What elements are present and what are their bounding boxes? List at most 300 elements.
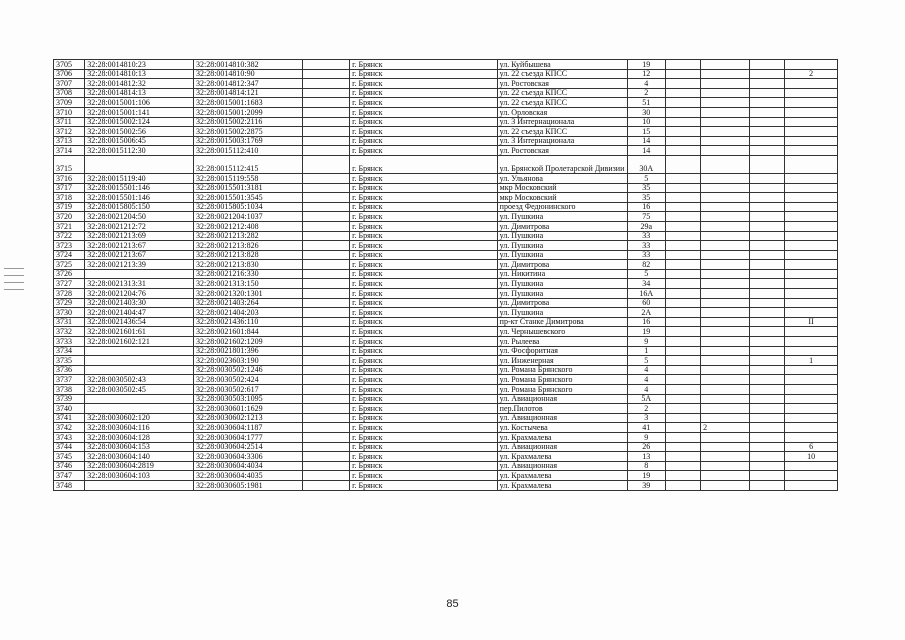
empty-cell <box>749 346 785 356</box>
empty-cell <box>665 327 701 337</box>
row-number: 3706 <box>54 69 85 79</box>
street-cell: ул. 22 съезда КПСС <box>497 98 627 108</box>
city-cell: г. Брянск <box>350 69 498 79</box>
table-row <box>54 69 838 79</box>
table-row <box>54 173 838 183</box>
scan-mark <box>4 282 24 283</box>
house-number-cell: 75 <box>627 212 665 222</box>
row-number: 3730 <box>54 308 85 318</box>
empty-cell <box>749 231 785 241</box>
empty-cell <box>665 60 701 70</box>
empty-cell <box>665 136 701 146</box>
empty-cell <box>665 452 701 462</box>
row-number: 3717 <box>54 183 85 193</box>
cadastral-number-building: 32:28:0030502:617 <box>193 385 302 395</box>
house-number-cell: 15 <box>627 127 665 137</box>
row-number: 3719 <box>54 202 85 212</box>
cadastral-number-land: 32:28:0021403:30 <box>85 298 194 308</box>
cadastral-number-building: 32:28:0030604:2514 <box>193 442 302 452</box>
house-number-cell: 4 <box>627 79 665 89</box>
cadastral-number-land: 32:28:0021436:54 <box>85 317 194 327</box>
house-number-cell: 5 <box>627 269 665 279</box>
street-cell: ул. Пушкина <box>497 279 627 289</box>
street-cell: ул. Димитрова <box>497 260 627 270</box>
building-corpus-cell <box>701 127 749 137</box>
apartment-cell <box>785 423 838 433</box>
table-row <box>54 127 838 137</box>
cadastral-number-building: 32:28:0015119:558 <box>193 173 302 183</box>
apartment-cell: 10 <box>785 452 838 462</box>
house-number-cell: 13 <box>627 452 665 462</box>
building-corpus-cell <box>701 183 749 193</box>
apartment-cell <box>785 79 838 89</box>
street-cell: ул. Фосфоритная <box>497 346 627 356</box>
cadastral-number-building: 32:28:0021216:330 <box>193 269 302 279</box>
row-number: 3708 <box>54 88 85 98</box>
empty-cell <box>665 269 701 279</box>
house-number-cell: 16 <box>627 202 665 212</box>
empty-cell <box>749 423 785 433</box>
apartment-cell <box>785 221 838 231</box>
table-row <box>54 260 838 270</box>
building-corpus-cell <box>701 289 749 299</box>
table-row <box>54 241 838 251</box>
empty-cell <box>302 146 349 156</box>
house-number-cell: 19 <box>627 327 665 337</box>
building-corpus-cell <box>701 442 749 452</box>
city-cell: г. Брянск <box>350 107 498 117</box>
house-number-cell: 2А <box>627 308 665 318</box>
house-number-cell: 2 <box>627 404 665 414</box>
street-cell: ул. Ульянова <box>497 173 627 183</box>
empty-cell <box>665 183 701 193</box>
empty-cell <box>665 155 701 173</box>
cadastral-number-building: 32:28:0023603:190 <box>193 356 302 366</box>
house-number-cell: 2 <box>627 88 665 98</box>
building-corpus-cell <box>701 98 749 108</box>
building-corpus-cell <box>701 269 749 279</box>
empty-cell <box>665 346 701 356</box>
empty-cell <box>749 279 785 289</box>
city-cell: г. Брянск <box>350 289 498 299</box>
street-cell: пер.Пилотов <box>497 404 627 414</box>
empty-cell <box>665 127 701 137</box>
apartment-cell <box>785 202 838 212</box>
apartment-cell <box>785 173 838 183</box>
empty-cell <box>665 212 701 222</box>
empty-cell <box>302 279 349 289</box>
cadastral-number-building: 32:28:0021801:396 <box>193 346 302 356</box>
apartment-cell <box>785 480 838 490</box>
cadastral-number-building: 32:28:0030604:1777 <box>193 432 302 442</box>
building-corpus-cell <box>701 452 749 462</box>
apartment-cell <box>785 60 838 70</box>
cadastral-number-land: 32:28:0021213:67 <box>85 250 194 260</box>
cadastral-number-land: 32:28:0021601:61 <box>85 327 194 337</box>
apartment-cell <box>785 136 838 146</box>
table-row <box>54 212 838 222</box>
apartment-cell: II <box>785 317 838 327</box>
cadastral-number-land: 32:28:0014810:23 <box>85 60 194 70</box>
row-number: 3723 <box>54 241 85 251</box>
empty-cell <box>302 173 349 183</box>
street-cell: ул. Рылеева <box>497 337 627 347</box>
city-cell: г. Брянск <box>350 60 498 70</box>
house-number-cell: 39 <box>627 480 665 490</box>
city-cell: г. Брянск <box>350 375 498 385</box>
cadastral-number-building: 32:28:0030604:1187 <box>193 423 302 433</box>
building-corpus-cell <box>701 317 749 327</box>
empty-cell <box>665 317 701 327</box>
empty-cell <box>665 202 701 212</box>
empty-cell <box>665 88 701 98</box>
empty-cell <box>749 212 785 222</box>
empty-cell <box>302 337 349 347</box>
empty-cell <box>302 183 349 193</box>
row-number: 3714 <box>54 146 85 156</box>
cadastral-number-building: 32:28:0015501:3545 <box>193 193 302 203</box>
street-cell: ул. Авиационная <box>497 394 627 404</box>
building-corpus-cell <box>701 356 749 366</box>
city-cell: г. Брянск <box>350 394 498 404</box>
cadastral-number-building: 32:28:0015112:410 <box>193 146 302 156</box>
empty-cell <box>749 298 785 308</box>
row-number: 3712 <box>54 127 85 137</box>
empty-cell <box>665 385 701 395</box>
empty-cell <box>749 202 785 212</box>
empty-cell <box>749 365 785 375</box>
cadastral-number-building: 32:28:0021320:1301 <box>193 289 302 299</box>
building-corpus-cell <box>701 136 749 146</box>
building-corpus-cell <box>701 346 749 356</box>
house-number-cell: 4 <box>627 375 665 385</box>
row-number: 3726 <box>54 269 85 279</box>
apartment-cell <box>785 365 838 375</box>
house-number-cell: 14 <box>627 146 665 156</box>
apartment-cell <box>785 404 838 414</box>
city-cell: г. Брянск <box>350 117 498 127</box>
row-number: 3721 <box>54 221 85 231</box>
empty-cell <box>302 221 349 231</box>
building-corpus-cell <box>701 107 749 117</box>
table-row <box>54 183 838 193</box>
street-cell: ул. Никитина <box>497 269 627 279</box>
building-corpus-cell <box>701 404 749 414</box>
empty-cell <box>665 241 701 251</box>
city-cell: г. Брянск <box>350 461 498 471</box>
city-cell: г. Брянск <box>350 279 498 289</box>
building-corpus-cell <box>701 308 749 318</box>
row-number: 3743 <box>54 432 85 442</box>
cadastral-number-building: 32:28:0021213:826 <box>193 241 302 251</box>
building-corpus-cell <box>701 327 749 337</box>
empty-cell <box>749 404 785 414</box>
row-number: 3740 <box>54 404 85 414</box>
cadastral-number-building: 32:28:0021212:408 <box>193 221 302 231</box>
empty-cell <box>302 289 349 299</box>
table-row <box>54 394 838 404</box>
street-cell: ул. Авиационная <box>497 461 627 471</box>
empty-cell <box>665 365 701 375</box>
cadastral-number-land: 32:28:0030604:103 <box>85 471 194 481</box>
empty-cell <box>749 136 785 146</box>
building-corpus-cell <box>701 79 749 89</box>
city-cell: г. Брянск <box>350 337 498 347</box>
cadastral-number-land <box>85 365 194 375</box>
apartment-cell <box>785 88 838 98</box>
table-row <box>54 98 838 108</box>
street-cell: мкр Московский <box>497 193 627 203</box>
table-row <box>54 442 838 452</box>
table-row <box>54 136 838 146</box>
apartment-cell <box>785 327 838 337</box>
cadastral-number-building: 32:28:0015001:2099 <box>193 107 302 117</box>
apartment-cell <box>785 279 838 289</box>
cadastral-number-land: 32:28:0015002:124 <box>85 117 194 127</box>
scan-mark <box>4 289 24 290</box>
street-cell: ул. Романа Брянского <box>497 375 627 385</box>
table-row <box>54 193 838 203</box>
cadastral-number-land: 32:28:0030604:140 <box>85 452 194 462</box>
house-number-cell: 16А <box>627 289 665 299</box>
row-number: 3715 <box>54 155 85 173</box>
empty-cell <box>302 346 349 356</box>
row-number: 3737 <box>54 375 85 385</box>
empty-cell <box>665 404 701 414</box>
empty-cell <box>749 432 785 442</box>
empty-cell <box>749 308 785 318</box>
city-cell: г. Брянск <box>350 452 498 462</box>
house-number-cell: 12 <box>627 69 665 79</box>
cadastral-number-land: 32:28:0014812:32 <box>85 79 194 89</box>
table-row <box>54 317 838 327</box>
empty-cell <box>665 250 701 260</box>
city-cell: г. Брянск <box>350 432 498 442</box>
empty-cell <box>302 241 349 251</box>
house-number-cell: 4 <box>627 385 665 395</box>
table-row <box>54 79 838 89</box>
table-row <box>54 365 838 375</box>
empty-cell <box>665 442 701 452</box>
empty-cell <box>302 404 349 414</box>
empty-cell <box>665 117 701 127</box>
apartment-cell <box>785 212 838 222</box>
row-number: 3734 <box>54 346 85 356</box>
empty-cell <box>749 337 785 347</box>
house-number-cell: 5 <box>627 356 665 366</box>
house-number-cell: 5 <box>627 173 665 183</box>
city-cell: г. Брянск <box>350 183 498 193</box>
apartment-cell <box>785 471 838 481</box>
table-row <box>54 413 838 423</box>
building-corpus-cell <box>701 471 749 481</box>
cadastral-number-building: 32:28:0021436:110 <box>193 317 302 327</box>
house-number-cell: 10 <box>627 117 665 127</box>
apartment-cell: 1 <box>785 356 838 366</box>
house-number-cell: 1 <box>627 346 665 356</box>
city-cell: г. Брянск <box>350 212 498 222</box>
cadastral-number-land: 32:28:0021204:50 <box>85 212 194 222</box>
city-cell: г. Брянск <box>350 193 498 203</box>
table-row <box>54 461 838 471</box>
empty-cell <box>749 480 785 490</box>
empty-cell <box>302 480 349 490</box>
cadastral-number-building: 32:28:0030604:4035 <box>193 471 302 481</box>
empty-cell <box>749 98 785 108</box>
street-cell: ул. Пушкина <box>497 289 627 299</box>
cadastral-number-building: 32:28:0021404:203 <box>193 308 302 318</box>
empty-cell <box>302 413 349 423</box>
apartment-cell: 6 <box>785 442 838 452</box>
empty-cell <box>302 423 349 433</box>
building-corpus-cell <box>701 394 749 404</box>
apartment-cell <box>785 298 838 308</box>
city-cell: г. Брянск <box>350 127 498 137</box>
empty-cell <box>302 231 349 241</box>
row-number: 3711 <box>54 117 85 127</box>
cadastral-number-building: 32:28:0021213:282 <box>193 231 302 241</box>
building-corpus-cell <box>701 117 749 127</box>
table-row <box>54 452 838 462</box>
house-number-cell: 29а <box>627 221 665 231</box>
apartment-cell <box>785 155 838 173</box>
cadastral-number-building: 32:28:0015501:3181 <box>193 183 302 193</box>
house-number-cell: 3 <box>627 413 665 423</box>
city-cell: г. Брянск <box>350 231 498 241</box>
street-cell: ул. Крахмалева <box>497 432 627 442</box>
building-corpus-cell <box>701 461 749 471</box>
empty-cell <box>749 452 785 462</box>
empty-cell <box>749 356 785 366</box>
row-number: 3735 <box>54 356 85 366</box>
street-cell: проезд Федюнинского <box>497 202 627 212</box>
table-row <box>54 107 838 117</box>
building-corpus-cell <box>701 480 749 490</box>
table-row <box>54 88 838 98</box>
cadastral-number-land: 32:28:0015001:106 <box>85 98 194 108</box>
house-number-cell: 26 <box>627 442 665 452</box>
empty-cell <box>302 98 349 108</box>
row-number: 3705 <box>54 60 85 70</box>
street-cell: ул. Пушкина <box>497 308 627 318</box>
cadastral-number-land: 32:28:0021404:47 <box>85 308 194 318</box>
street-cell: ул. 3 Интернационала <box>497 117 627 127</box>
cadastral-number-land: 32:28:0030604:153 <box>85 442 194 452</box>
apartment-cell <box>785 107 838 117</box>
empty-cell <box>665 231 701 241</box>
city-cell: г. Брянск <box>350 298 498 308</box>
cadastral-number-land: 32:28:0015001:141 <box>85 107 194 117</box>
cadastral-number-land <box>85 480 194 490</box>
cadastral-number-land <box>85 155 194 173</box>
table-row <box>54 404 838 414</box>
empty-cell <box>749 107 785 117</box>
empty-cell <box>302 269 349 279</box>
cadastral-number-building: 32:28:0021313:150 <box>193 279 302 289</box>
empty-cell <box>665 298 701 308</box>
empty-cell <box>749 317 785 327</box>
row-number: 3731 <box>54 317 85 327</box>
empty-cell <box>302 461 349 471</box>
empty-cell <box>665 461 701 471</box>
cadastral-number-land <box>85 346 194 356</box>
empty-cell <box>302 107 349 117</box>
table-row <box>54 289 838 299</box>
empty-cell <box>665 79 701 89</box>
table-row <box>54 471 838 481</box>
empty-cell <box>302 88 349 98</box>
building-corpus-cell <box>701 241 749 251</box>
house-number-cell: 35 <box>627 193 665 203</box>
empty-cell <box>665 221 701 231</box>
empty-cell <box>665 413 701 423</box>
table-row <box>54 60 838 70</box>
house-number-cell: 41 <box>627 423 665 433</box>
empty-cell <box>665 260 701 270</box>
cadastral-number-building: 32:28:0021403:264 <box>193 298 302 308</box>
city-cell: г. Брянск <box>350 404 498 414</box>
apartment-cell: 2 <box>785 69 838 79</box>
street-cell: ул. Брянской Пролетарской Дивизии <box>497 155 627 173</box>
building-corpus-cell <box>701 221 749 231</box>
cadastral-number-land: 32:28:0015006:45 <box>85 136 194 146</box>
empty-cell <box>665 471 701 481</box>
street-cell: ул. Пушкина <box>497 212 627 222</box>
table-row <box>54 337 838 347</box>
empty-cell <box>665 279 701 289</box>
cadastral-number-land: 32:28:0015112:30 <box>85 146 194 156</box>
house-number-cell: 4 <box>627 365 665 375</box>
empty-cell <box>749 193 785 203</box>
apartment-cell <box>785 183 838 193</box>
row-number: 3709 <box>54 98 85 108</box>
building-corpus-cell <box>701 193 749 203</box>
table-row <box>54 298 838 308</box>
empty-cell <box>749 88 785 98</box>
empty-cell <box>665 107 701 117</box>
city-cell: г. Брянск <box>350 423 498 433</box>
table-row <box>54 279 838 289</box>
street-cell: ул. Димитрова <box>497 298 627 308</box>
row-number: 3745 <box>54 452 85 462</box>
apartment-cell <box>785 231 838 241</box>
margin-scan-marks <box>4 262 24 342</box>
house-number-cell: 19 <box>627 471 665 481</box>
street-cell: ул. Крахмалева <box>497 480 627 490</box>
city-cell: г. Брянск <box>350 260 498 270</box>
apartment-cell <box>785 375 838 385</box>
empty-cell <box>302 356 349 366</box>
empty-cell <box>749 79 785 89</box>
table-row <box>54 221 838 231</box>
house-number-cell: 34 <box>627 279 665 289</box>
apartment-cell <box>785 432 838 442</box>
empty-cell <box>749 327 785 337</box>
street-cell: ул. Ростовская <box>497 146 627 156</box>
building-corpus-cell <box>701 146 749 156</box>
row-number: 3727 <box>54 279 85 289</box>
house-number-cell: 33 <box>627 231 665 241</box>
row-number: 3736 <box>54 365 85 375</box>
apartment-cell <box>785 260 838 270</box>
cadastral-number-building: 32:28:0014810:90 <box>193 69 302 79</box>
row-number: 3729 <box>54 298 85 308</box>
empty-cell <box>302 60 349 70</box>
building-corpus-cell <box>701 202 749 212</box>
empty-cell <box>302 308 349 318</box>
house-number-cell: 30 <box>627 107 665 117</box>
empty-cell <box>749 146 785 156</box>
